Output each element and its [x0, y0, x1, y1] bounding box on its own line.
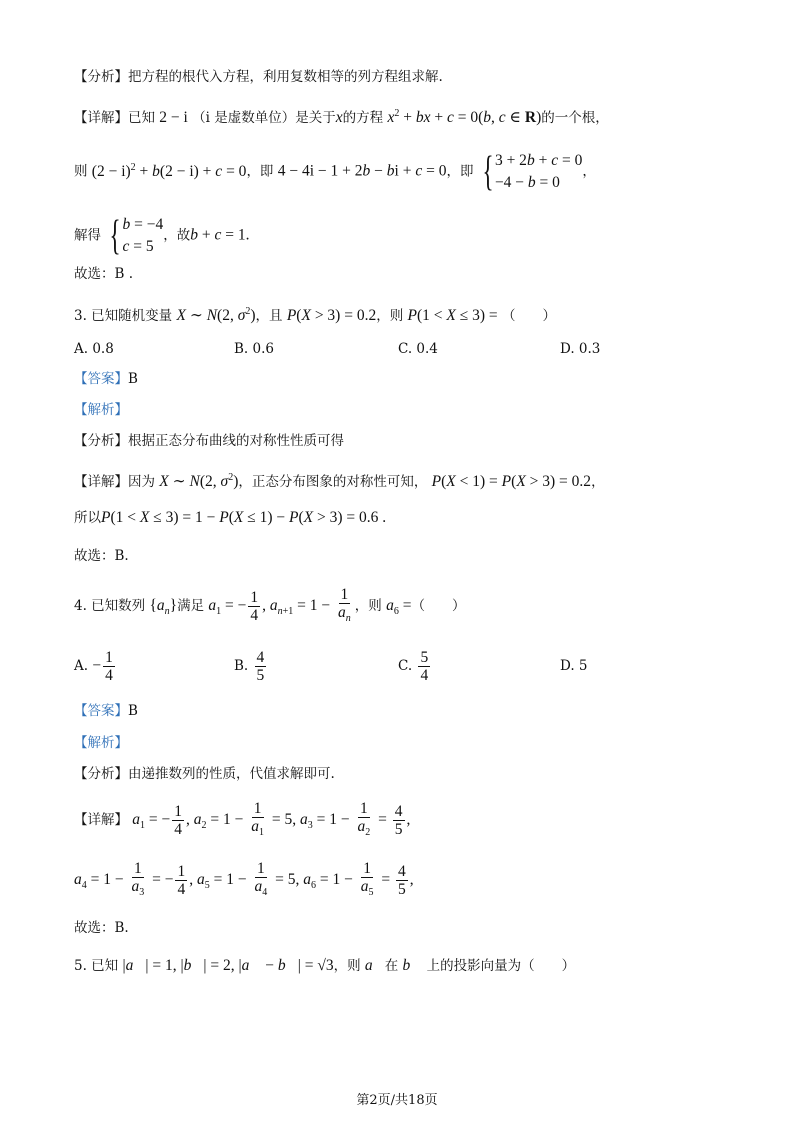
- q3-choice: 故选：B.: [74, 548, 129, 564]
- q4-jiexi-label: 【解析】: [74, 735, 128, 751]
- q2-solution: { b = −4 c = 5: [109, 213, 164, 259]
- page-footer: 第2页/共18页: [356, 1093, 438, 1108]
- q4-option-a: A. − $\frac{1}{4}$: [74, 648, 113, 684]
- q2-choice: 故选：B .: [74, 266, 134, 282]
- q2-step-line: 则 $(2 - i)^2 + b(2 - i) + c = 0$，即 4 − 4i − 1 + 2b − bi + c = 0，即 { 3 + 2b + c = 0 −4 − b = 0 ，: [74, 149, 596, 195]
- q2-result: b + c = 1.: [190, 226, 250, 244]
- q4-option-d: D. 5: [560, 658, 588, 674]
- q2-detail-line: 【详解】已知 2 − i （i 是虚数单位）是关于x的方程 $x^2$ + bx + c = 0(b, c ∈ R)的一个根，: [74, 108, 609, 127]
- q3-option-b: B. 0.6: [234, 341, 274, 357]
- q3-analysis: 【分析】根据正态分布曲线的对称性性质可得: [74, 433, 344, 449]
- q4-analysis: 【分析】由递推数列的性质，代值求解即可.: [74, 766, 335, 782]
- q4-option-c: C. $\frac{5}{4}$: [398, 648, 429, 684]
- detail-label: 【详解】: [74, 110, 128, 127]
- q4-detail: 【详解】 $a_1$ = − $\frac{1}{4}$ , $a_2 = 1$ − $\frac{1}{a_1}$ = 5, $a_3 = 1$ − $\frac{1}{a_2}$ = $\frac{4}{5}$ ,: [74, 800, 411, 839]
- q3-detail-line2: 所以P(1 < X ≤ 3) = 1 − P(X ≤ 1) − P(X > 3) = 0.6 .: [74, 509, 387, 526]
- q3-answer: 【答案】B: [74, 371, 138, 387]
- analysis-label: 【分析】: [74, 69, 128, 85]
- q3-stem: 3. 已知随机变量 X ∼ N(2, $\sigma^2$)，且 P(X > 3) = 0.2，则 P(1 < X ≤ 3) = （ ）: [74, 306, 556, 325]
- q2-system: { 3 + 2b + c = 0 −4 − b = 0: [482, 149, 583, 195]
- q4-answer: 【答案】B: [74, 703, 138, 719]
- q3-detail: 【详解】因为 X ∼ N(2, $\sigma^2$)，正态分布图象的对称性可知， P(X < 1) = P(X > 3) = 0.2，: [74, 472, 605, 491]
- q4-detail-line2: $a_4 = 1$ − $\frac{1}{a_3}$ = − $\frac{1}{4}$ , $a_5 = 1$ − $\frac{1}{a_4}$ = 5, $a_6 = 1$ − $\frac{1}{a_5}$ = $\frac{4}{5}$ ,: [74, 860, 414, 899]
- q2-expanded: 4 − 4i − 1 + 2b − bi + c = 0: [277, 162, 447, 180]
- q2-root-expr: 2 − i: [159, 109, 188, 127]
- q2-analysis-line: [74, 67, 443, 87]
- q4-stem: 4. 已知数列 $\{a_n\}$满足 $a_1$ = − $\frac{1}{4}$ , $a_{n+1} = 1$ − $\frac{1}{a_n}$ ，则 $a_6$ =（ ）: [74, 586, 466, 625]
- q3-jiexi-label: 【解析】: [74, 402, 128, 418]
- q2-analysis-text: 把方程的根代入方程，利用复数相等的列方程组求解.: [128, 69, 443, 85]
- q4-option-b: B. $\frac{4}{5}$: [234, 648, 265, 684]
- q4-choice: 故选：B.: [74, 920, 129, 936]
- q5-stem: 5. 已知 |a⃗| = 1, |b⃗| = 2, |a⃗ − b⃗| = √3，则 a⃗在 b⃗ 上的投影向量为（ ）: [74, 957, 576, 974]
- q2-solve-line: 解得 { b = −4 c = 5 ，故b + c = 1.: [74, 213, 250, 259]
- q3-option-c: C. 0.4: [398, 341, 438, 357]
- q2-equation: $x^2$ + bx + c = 0(b, c ∈ R): [387, 108, 542, 127]
- q2-substitution: $(2 - i)^2 + b(2 - i) + c = 0$: [91, 161, 247, 180]
- q3-option-a: A. 0.8: [74, 341, 114, 357]
- q3-option-d: D. 0.3: [560, 341, 601, 357]
